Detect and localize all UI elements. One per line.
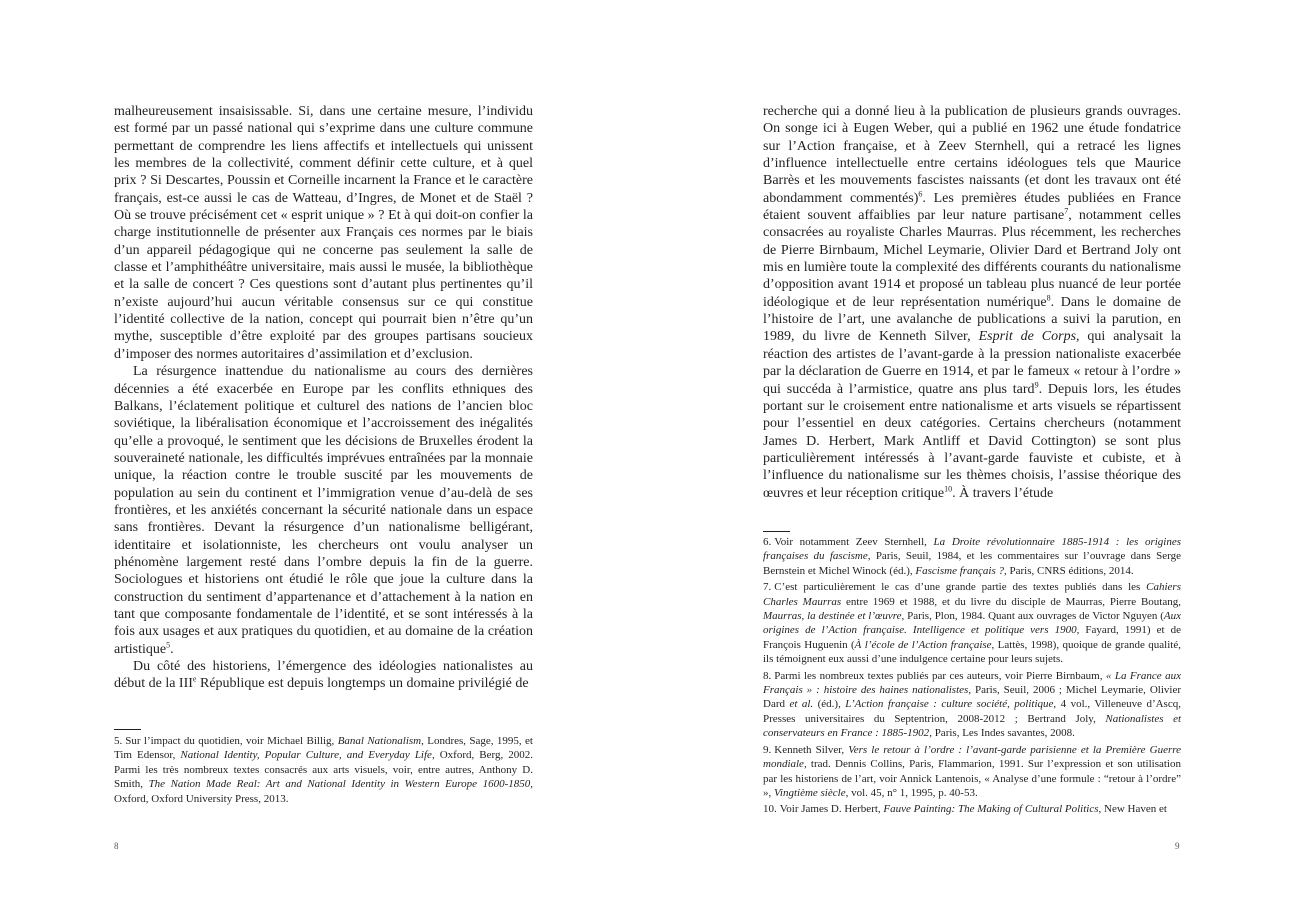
paragraph-text: République est depuis longtemps un domaine privilégié de [196, 676, 529, 692]
footnote-title: The Nation Made Real: Art and National Identity in Western Europe 1600-1850 [148, 778, 531, 791]
footnote-text: Parmi les nombreux textes publiés par ces auteurs, voir Pierre Birnbaum, [774, 669, 1106, 682]
footnote-ref[interactable]: 10 [944, 483, 953, 493]
footnote-title: National Identity, Popular Culture, and Everyday Life [180, 749, 432, 762]
paragraph [114, 103, 533, 363]
book-title: Esprit de Corps [978, 329, 1077, 345]
left-body-text [114, 103, 533, 693]
footnote-title: Aux origines de l’Action française. Intelligence et politique vers 1900 [763, 610, 1181, 637]
footnote-title: Vers le retour à l’ordre : l’avant-garde parisienne et la Première Guerre mondiale [763, 743, 1181, 771]
footnote-ref[interactable]: 8 [1046, 293, 1051, 303]
paragraph [763, 103, 1181, 502]
footnote-title: À l’école de l’Action française [854, 638, 992, 651]
footnote-number: 9. [763, 743, 772, 756]
paragraph-text: . Les premières études publiées en France étaient souvent affaiblies par leur nature partisane [763, 190, 1182, 224]
footnote-number: 7. [763, 581, 772, 594]
footnote-title: L’Action française : culture société, politique [845, 698, 1054, 711]
page-number: 9 [1175, 841, 1180, 851]
footnote-title: Vingtième siècle [774, 786, 846, 799]
footnote-text: , Fayard, 1991) et de François Huguenin ( [763, 624, 1181, 651]
footnote [763, 535, 1181, 578]
footnote-number: 6. [763, 536, 772, 548]
footnote [114, 734, 533, 806]
page-number: 8 [114, 841, 119, 851]
footnote-title: « La France aux Français » : histoire des haines nationalistes [763, 669, 1181, 697]
footnote-text: , Paris, Plon, 1984. Quant aux ouvrages de Victor Nguyen ( [901, 610, 1164, 623]
left-footnotes [114, 734, 533, 808]
footnote-text: , Paris, CNRS éditions, 2014. [1004, 564, 1134, 577]
footnote-title: Cahiers Charles Maurras [763, 581, 1181, 608]
paragraph-text: . Dans le domaine de l’histoire de l’art, une avalanche de publications a suivi la parution, en 1989, du livre de Kenneth Silver, [763, 294, 1181, 345]
footnote-title: Nationalistes et conservateurs en France : 1885-1902 [763, 712, 1182, 740]
footnote [763, 743, 1181, 801]
footnote-text: , vol. 45, n° 1, 1995, p. 40-53. [845, 786, 978, 799]
footnote-text: Voir James D. Herbert, [779, 803, 884, 816]
footnote-title: Banal Nationalism [337, 735, 422, 747]
footnote-ref[interactable]: 9 [1034, 379, 1039, 389]
footnote-text: , Londres, Sage, 1995, et Tim Edensor, [114, 735, 533, 762]
footnote-text: Kenneth Silver, [774, 743, 849, 756]
footnote-number: 5. [114, 735, 123, 747]
footnote-number: 10. [763, 803, 777, 816]
paragraph-text: recherche qui a donné lieu à la publication de plusieurs grands ouvrages. On songe ici à Eugen Weber, qui a publié en 1962 une étude fondatrice sur l’Action française, et à Zeev Sternhell, qui a retracé les lignes d’influence intellectuelle entre certains idéologues tels que Maurice Barrès et les mouvements fascistes naissants (et dont les travaux ont été abondamment commentés) [763, 104, 1181, 206]
footnote-text: , Paris, Les Indes savantes, 2008. [929, 727, 1075, 740]
footnote-title: Fascisme français ? [915, 564, 1005, 577]
paragraph-text: , qui analysait la réaction des artistes de l’avant-garde à la pression nationaliste exacerbée par la déclaration de Guerre en 1914, et par le fameux « retour à l’ordre » qui succéda à l’armistice, quatre ans plus tard [763, 329, 1181, 397]
footnote-text: , 4 vol., Villeneuve d’Ascq, Presses universitaires du Septentrion, 2008-2012 ; Bertrand Joly, [763, 698, 1181, 725]
footnote-ref[interactable]: 6 [918, 189, 923, 199]
paragraph [114, 658, 533, 693]
footnote-text: , Lattès, 1998), quoique de grande qualité, ils témoignent eux aussi d’une indulgence certaine pour leurs sujets. [763, 638, 1181, 666]
paragraph-text: . À travers l’étude [952, 485, 1054, 501]
footnote-title: et al. [789, 698, 814, 711]
paragraph-text: La résurgence inattendue du nationalisme au cours des dernières décennies a été exacerbée en Europe par les conflits ethniques des Balkans, l’éclatement politique et culturel des nations de l’ancien bloc soviétique, la libéralisation économique et l’accroissement des inégalités qu’elle a provoqué, le sentiment que les décisions de Bruxelles érodent la souveraineté nationale, les difficultés imprévues entraînées par la monnaie unique, la réaction contre le trouble suscité par les mouvements de population au sein du continent et l’immigration venue d’au-delà de ses frontières, et les anxiétés concernant la sécurité nationale dans un espace sans frontières. Devant la résurgence d’un nationalisme belligérant, identitaire et isolationniste, les chercheurs ont voulu analyser un phénomène largement resté dans l’ombre depuis la fin de la guerre. Sociologues et historiens ont étudié le rôle que joue la culture dans la construction du sentiment d’appartenance et d’attachement à la nation en tant que composante fondamentale de l’identité, et se sont intéressés à la fois aux usages et aux pratiques du quotidien, et au domaine de la création artistique [114, 364, 533, 657]
paragraph-text: Du côté des historiens, l’émergence des idéologies nationalistes au début de la III [114, 659, 533, 692]
footnote [763, 669, 1181, 741]
footnote-text: (éd.), [813, 698, 846, 711]
footnote-separator [114, 729, 141, 730]
paragraph-text: , notamment celles consacrées au royaliste Charles Maurras. Plus récemment, les recherches de Pierre Birnbaum, Michel Leymarie, Olivier Dard et Bertrand Joly ont mis en lumière toute la complexité des différents courants du nationalisme d’opposition avant 1914 et proposé un tableau plus nuancé de leur portée idéologique et de leur représentation numérique [763, 208, 1181, 310]
footnote-ref[interactable]: 7 [1064, 206, 1069, 216]
footnote-number: 8. [763, 669, 772, 682]
footnote-title: Fauve Painting: The Making of Cultural Politics [883, 803, 1099, 816]
superscript: e [192, 674, 197, 684]
paragraph-text: malheureusement insaisissable. Si, dans une certaine mesure, l’individu est formé par un passé national qui s’exprime dans une culture commune permettant de comprendre les liens affectifs et intellectuels qui unissent les membres de la collectivité, comment définir cette culture, et à quel prix ? Si Descartes, Poussin et Corneille incarnent la France et le caractère français, est-ce aussi le cas de Watteau, d’Ingres, de Monet et de Staël ? Où se trouve précisément cet « esprit unique » ? Et à qui doit-on confier la charge institutionnelle de présenter aux Français ces normes par le biais d’un appareil pédagogique qui ne concerne pas seulement la salle de classe et l’amphithéâtre universitaire, mais aussi le musée, la bibliothèque et la salle de concert ? Ces questions sont d’autant plus pertinentes qu’il n’existe aujourd’hui aucun véritable consensus sur ce qui constitue l’identité collective de la nation, concept qui pourrait bien n’être qu’un mythe, susceptible d’être exploité par des groupes partisans soucieux d’imposer des normes autoritaires d’assimilation et d’exclusion. [114, 104, 533, 362]
footnote-separator [763, 531, 790, 532]
footnote [763, 580, 1181, 666]
footnote-text: , Oxford, Berg, 2002. Parmi les très nombreux textes consacrés aux arts visuels, voir, entre autres, Anthony D. Smith, [114, 749, 533, 791]
footnote [763, 802, 1181, 816]
right-body-text [763, 103, 1181, 502]
footnote-text: , Oxford, Oxford University Press, 2013. [114, 778, 533, 805]
paragraph-text: . Depuis lors, les études portant sur le croisement entre nationalisme et arts visuels se répartissent pour l’essentiel en deux catégories. Certains chercheurs (notamment James D. Herbert, Mark Antliff et David Cottington) se sont plus particulièrement intéressés à l’avant-garde fauviste et cubiste, et à l’influence du nationalisme sur les thèmes choisis, l’assise théorique des œuvres et leur réception critique [763, 381, 1181, 501]
right-footnotes [763, 535, 1181, 819]
footnote-title: Maurras, la destinée et l’œuvre [763, 610, 902, 623]
footnote-text: , Paris, Seuil, 2006 ; Michel Leymarie, Olivier Dard [763, 684, 1181, 711]
footnote-ref[interactable]: 5 [166, 640, 171, 649]
footnote-text: C’est particulièrement le cas d’une grande partie des textes publiés dans les [774, 581, 1147, 594]
paragraph: La résurgence inattendue du nationalisme au cours des dernières décennies a été exacerbée en Europe par les conflits ethniques des Balkans, l’éclatement politique et culturel des nations de l’ancien bloc soviétique, la libéralisation économique et l’accroissement des inégalités qu’elle a provoqué, le sentiment que les décisions de Bruxelles érodent la souveraineté nationale, les difficultés imprévues entraînées par la monnaie unique, la réaction contre le trouble suscité par les mouvements de population au sein du continent et l’immigration venue d’au-delà de ses frontières, et les anxiétés concernant la sécurité nationale dans un espace sans frontières. Devant la résurgence d’un nationalisme belligérant, identitaire et isolationniste, les chercheurs ont voulu analyser un phénomène largement resté dans l’ombre depuis la fin de la guerre. Sociologues et historiens ont étudié le rôle que joue la culture dans la construction du sentiment d’appartenance et d’attachement à la nation en tant que composante fondamentale de l’identité, et se sont intéressés à la fois aux usages et aux pratiques du quotidien, et au domaine de la création artistique$^5$. [114, 364, 533, 657]
footnote-text: , Paris, Seuil, 1984, et les commentaires sur l’ouvrage dans Serge Bernstein et Michel Winock (éd.), [763, 550, 1181, 577]
footnote-text: Voir notamment Zeev Sternhell, [774, 536, 934, 548]
footnote-text: , New Haven et [1098, 803, 1167, 816]
footnote-text: entre 1969 et 1988, et du livre du disciple de Maurras, Pierre Boutang, [841, 595, 1181, 608]
right-page [647, 0, 1294, 913]
footnote-title: La Droite révolutionnaire 1885-1914 : les origines françaises du fascisme [763, 536, 1182, 563]
footnote-text: , trad. Dennis Collins, Paris, Flammarion, 1991. Sur l’expression et son utilisation par les historiens de l’art, voir Annick Lantenois, « Analyse d’une formule : “retour à l’ordre” », [763, 758, 1181, 799]
footnote-text: Sur l’impact du quotidien, voir Michael Billig, [125, 735, 338, 747]
